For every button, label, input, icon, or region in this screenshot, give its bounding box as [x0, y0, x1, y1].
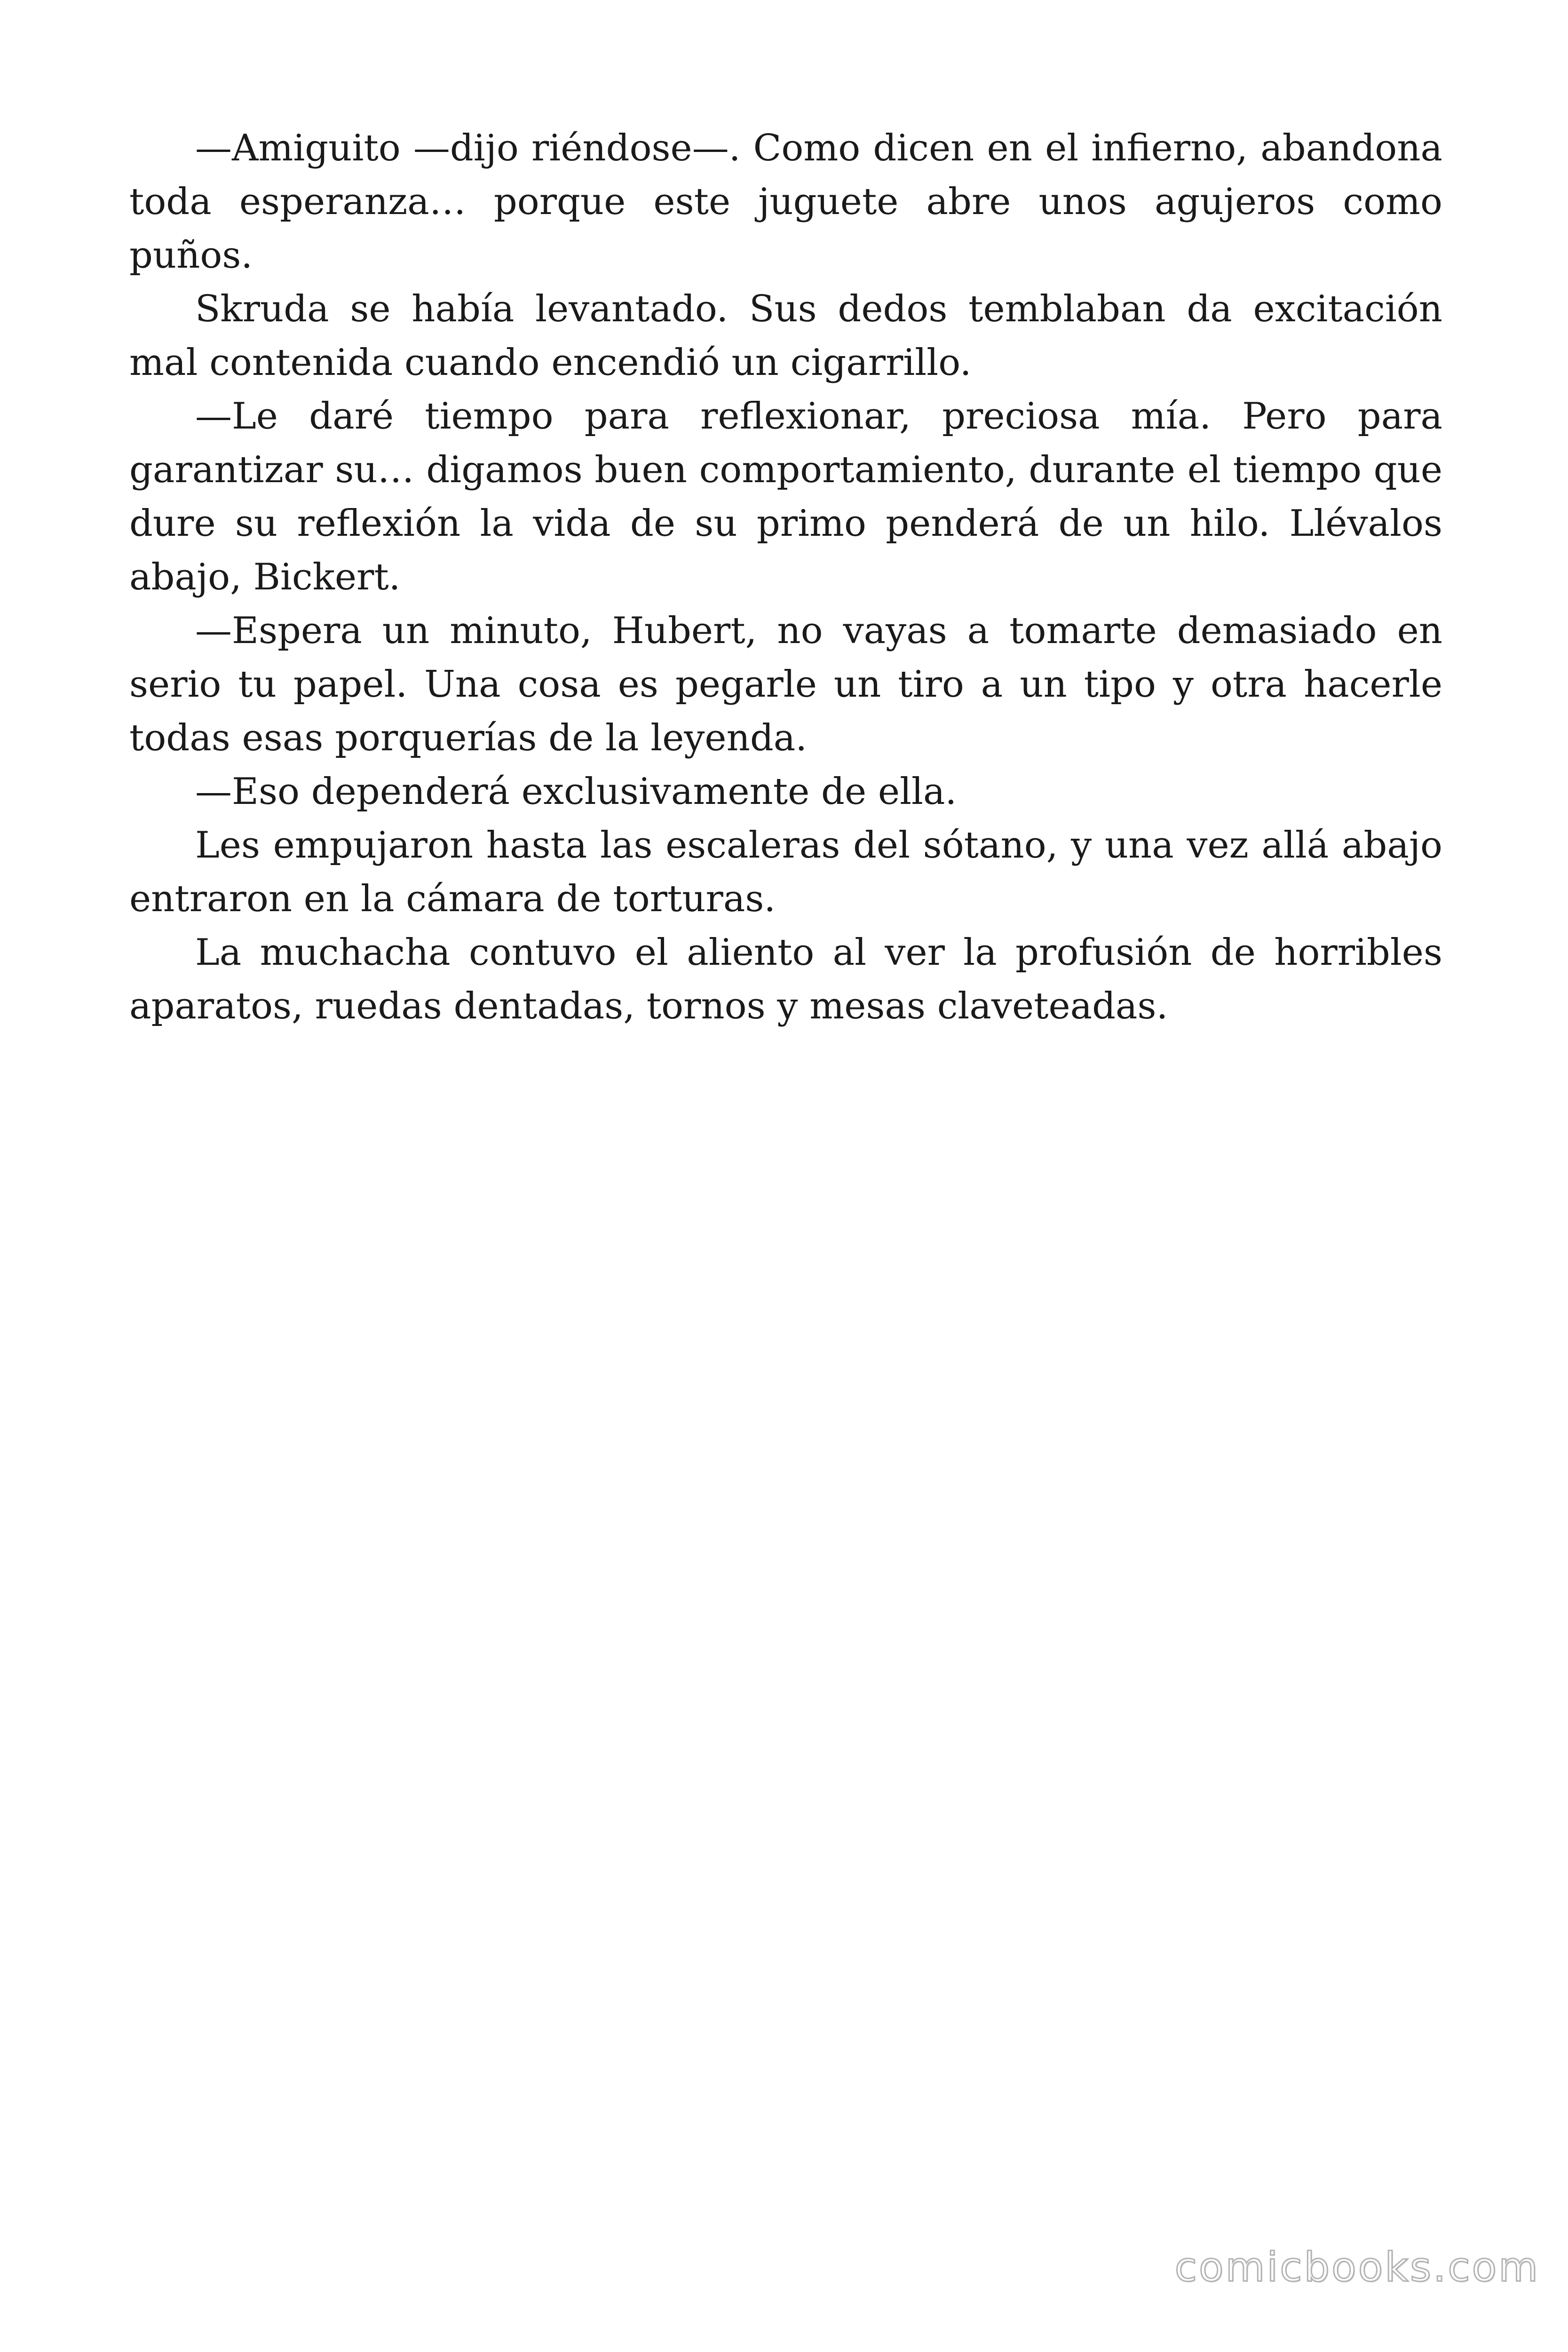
paragraph: —Amiguito —dijo riéndose—. Como dicen en el infierno, abandona toda esperanza… porque este juguete abre unos agujeros como puños.: [129, 127, 1442, 277]
paragraph: —Espera un minuto, Hubert, no vayas a tomarte demasiado en serio tu papel. Una cosa es pegarle un tiro a un tipo y otra hacerle todas esas porquerías de la leyenda.: [129, 610, 1442, 759]
paragraph: Les empujaron hasta las escaleras del sótano, y una vez allá abajo entraron en la cámara de torturas.: [129, 824, 1442, 920]
paragraph: Skruda se había levantado. Sus dedos temblaban da excitación mal contenida cuando encendió un cigarrillo.: [129, 288, 1442, 384]
watermark: comicbooks.com: [1174, 2244, 1540, 2291]
body-text: [129, 121, 1442, 1033]
paragraph: —Le daré tiempo para reflexionar, preciosa mía. Pero para garantizar su… digamos buen comportamiento, durante el tiempo que dure su reflexión la vida de su primo penderá de un hilo. Llévalos abajo, Bickert.: [129, 395, 1442, 598]
paragraph: —Eso dependerá exclusivamente de ella.: [195, 771, 957, 813]
paragraph: La muchacha contuvo el aliento al ver la profusión de horribles aparatos, ruedas dentadas, tornos y mesas claveteadas.: [129, 931, 1442, 1027]
